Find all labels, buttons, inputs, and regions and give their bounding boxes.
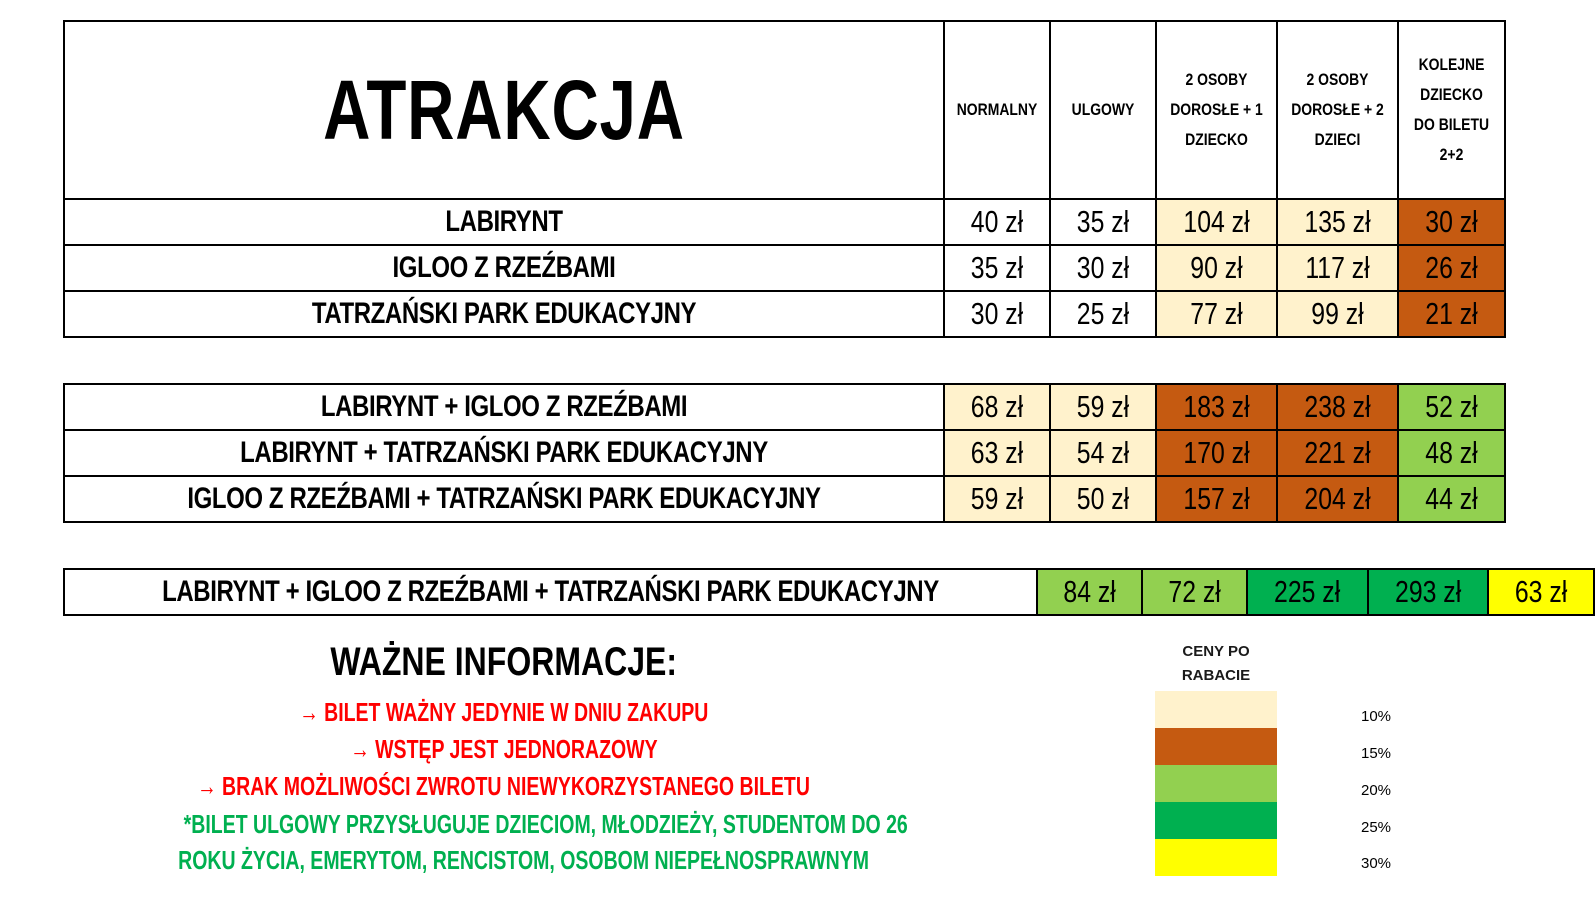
attraction-name: IGLOO Z RZEŹBAMI <box>64 245 944 291</box>
table-row <box>64 199 1505 245</box>
arrow-icon: → <box>299 697 319 727</box>
price-cell: 35 zł <box>1050 199 1156 245</box>
column-header-2-2: 2 OSOBY DOROSŁE + 2 DZIECI <box>1277 21 1398 199</box>
price-cell: 293 zł <box>1368 569 1488 615</box>
attraction-name: IGLOO Z RZEŹBAMI + TATRZAŃSKI PARK EDUKACYJNY <box>64 476 944 522</box>
column-header-extra-child: KOLEJNE DZIECKO DO BILETU 2+2 <box>1398 21 1505 199</box>
legend-swatch-30 <box>1155 839 1277 876</box>
legend-label-15: 15% <box>1361 745 1392 762</box>
price-cell: 52 zł <box>1398 384 1505 430</box>
attraction-name: LABIRYNT + TATRZAŃSKI PARK EDUKACYJNY <box>64 430 944 476</box>
column-header-normalny: NORMALNY <box>944 21 1050 199</box>
price-cell: 59 zł <box>1050 384 1156 430</box>
column-header-2-1: 2 OSOBY DOROSŁE + 1 DZIECKO <box>1156 21 1277 199</box>
legend-swatch-15 <box>1155 728 1277 765</box>
price-cell: 30 zł <box>1398 199 1505 245</box>
group-single-rows <box>64 199 1505 337</box>
legend-title: CENY PO RABACIE <box>1181 643 1251 684</box>
price-cell: 170 zł <box>1156 430 1277 476</box>
table-row <box>64 245 1505 291</box>
info-line-5: ROKU ŻYCIA, EMERYTOM, RENCISTOM, OSOBOM NIEPEŁNOSPRAWNYM <box>178 845 869 875</box>
price-cell: 221 zł <box>1277 430 1398 476</box>
table-row <box>64 291 1505 337</box>
group-double-rows <box>64 384 1505 522</box>
legend-swatch-20 <box>1155 765 1277 802</box>
info-line-4: *BILET ULGOWY PRZYSŁUGUJE DZIECIOM, MŁODZIEŻY, STUDENTOM DO 26 <box>183 809 908 839</box>
legend-swatch-10 <box>1155 691 1277 728</box>
header-row <box>64 21 1505 199</box>
info-line-1: → BILET WAŻNY JEDYNIE W DNIU ZAKUPU <box>299 697 709 727</box>
legend-label-10: 10% <box>1361 708 1392 725</box>
price-cell: 204 zł <box>1277 476 1398 522</box>
table-row <box>64 476 1505 522</box>
price-cell: 225 zł <box>1247 569 1367 615</box>
price-cell: 44 zł <box>1398 476 1505 522</box>
price-cell: 50 zł <box>1050 476 1156 522</box>
info-line-3: → BRAK MOŻLIWOŚCI ZWROTU NIEWYKORZYSTANEGO BILETU <box>197 771 811 801</box>
price-cell: 84 zł <box>1037 569 1142 615</box>
price-cell: 104 zł <box>1156 199 1277 245</box>
attraction-name: LABIRYNT <box>64 199 944 245</box>
price-cell: 54 zł <box>1050 430 1156 476</box>
attraction-name: LABIRYNT + IGLOO Z RZEŹBAMI + TATRZAŃSKI PARK EDUKACYJNY <box>64 569 1037 615</box>
price-cell: 117 zł <box>1277 245 1398 291</box>
price-cell: 157 zł <box>1156 476 1277 522</box>
info-line-2: → WSTĘP JEST JEDNORAZOWY <box>350 734 658 764</box>
price-cell: 30 zł <box>1050 245 1156 291</box>
asterisk-icon: * <box>183 809 192 839</box>
attraction-name: LABIRYNT + IGLOO Z RZEŹBAMI <box>64 384 944 430</box>
price-cell: 63 zł <box>1488 569 1594 615</box>
price-cell: 30 zł <box>944 291 1050 337</box>
arrow-icon: → <box>350 734 370 764</box>
price-cell: 77 zł <box>1156 291 1277 337</box>
info-title: WAŻNE INFORMACJE: <box>330 640 678 684</box>
price-cell: 21 zł <box>1398 291 1505 337</box>
legend-swatch-25 <box>1155 802 1277 839</box>
legend-label-30: 30% <box>1361 855 1392 872</box>
legend-label-20: 20% <box>1361 782 1392 799</box>
attraction-header: ATRAKCJA <box>64 21 944 199</box>
price-cell: 99 zł <box>1277 291 1398 337</box>
price-table-single <box>63 20 1506 338</box>
table-row <box>64 384 1505 430</box>
price-cell: 90 zł <box>1156 245 1277 291</box>
group-triple-rows <box>64 569 1594 615</box>
column-header-ulgowy: ULGOWY <box>1050 21 1156 199</box>
price-cell: 72 zł <box>1142 569 1247 615</box>
price-cell: 35 zł <box>944 245 1050 291</box>
price-cell: 48 zł <box>1398 430 1505 476</box>
legend-label-25: 25% <box>1361 819 1392 836</box>
attraction-name: TATRZAŃSKI PARK EDUKACYJNY <box>64 291 944 337</box>
arrow-icon: → <box>197 771 218 801</box>
price-cell: 63 zł <box>944 430 1050 476</box>
price-cell: 40 zł <box>944 199 1050 245</box>
price-cell: 59 zł <box>944 476 1050 522</box>
table-row <box>64 430 1505 476</box>
price-cell: 26 zł <box>1398 245 1505 291</box>
price-cell: 68 zł <box>944 384 1050 430</box>
price-cell: 25 zł <box>1050 291 1156 337</box>
table-row <box>64 569 1594 615</box>
price-cell: 238 zł <box>1277 384 1398 430</box>
price-table-triple <box>63 568 1595 616</box>
price-cell: 183 zł <box>1156 384 1277 430</box>
price-table-double <box>63 383 1506 523</box>
price-cell: 135 zł <box>1277 199 1398 245</box>
